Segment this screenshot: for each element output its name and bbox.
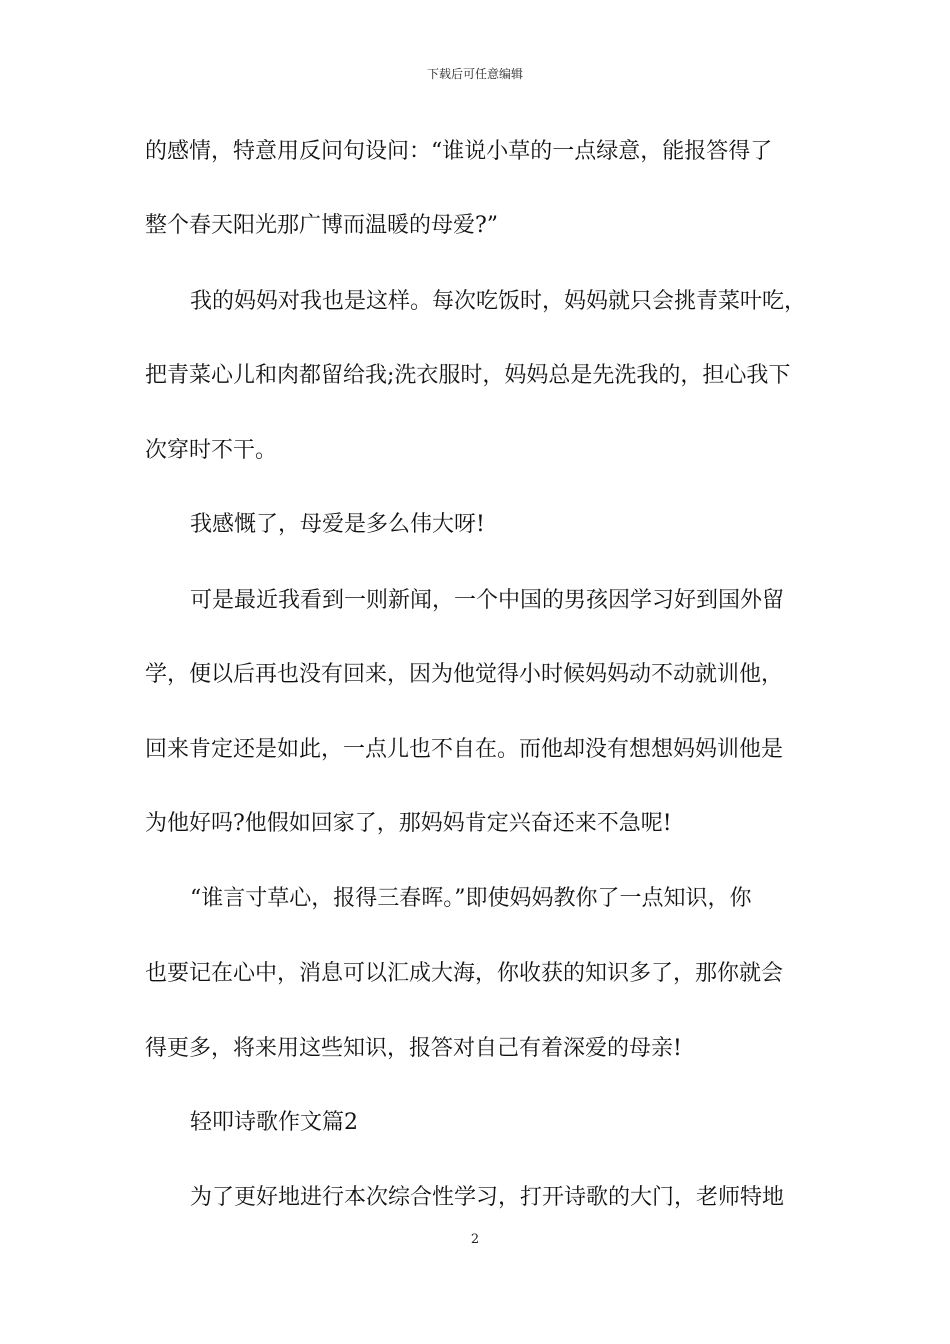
- section-heading: 轻叩诗歌作文篇2: [190, 1110, 358, 1135]
- text-line-8: 学，便以后再也没有回来，因为他觉得小时候妈妈动不动就训他，: [145, 662, 784, 687]
- text-line-7: 可是最近我看到一则新闻，一个中国的男孩因学习好到国外留: [190, 588, 785, 613]
- page-number: 2: [470, 1232, 480, 1247]
- text-line-10: 为他好吗?他假如回家了，那妈妈肯定兴奋还来不急呢!: [145, 811, 672, 836]
- text-line-2: 整个春天阳光那广博而温暖的母爱?”: [145, 213, 499, 238]
- text-line-6: 我感慨了，母爱是多么伟大呀!: [190, 512, 485, 537]
- text-line-4: 把青菜心儿和肉都留给我;洗衣服时，妈妈总是先洗我的，担心我下: [145, 363, 791, 388]
- text-line-3: 我的妈妈对我也是这样。每次吃饭时，妈妈就只会挑青菜叶吃，: [190, 289, 807, 314]
- text-line-1: 的感情，特意用反问句设问：“谁说小草的一点绿意，能报答得了: [145, 139, 773, 164]
- text-line-15: 为了更好地进行本次综合性学习，打开诗歌的大门，老师特地: [190, 1185, 785, 1210]
- text-line-5: 次穿时不干。: [145, 438, 278, 463]
- page-header: 下载后可任意编辑: [426, 67, 523, 81]
- text-line-9: 回来肯定还是如此，一点儿也不自在。而他却没有想想妈妈训他是: [145, 737, 784, 762]
- text-line-13: 得更多，将来用这些知识，报答对自己有着深爱的母亲!: [145, 1036, 682, 1061]
- text-line-12: 也要记在心中，消息可以汇成大海，你收获的知识多了，那你就会: [145, 961, 784, 986]
- text-line-11: “谁言寸草心，报得三春晖。”即使妈妈教你了一点知识，你: [190, 886, 752, 911]
